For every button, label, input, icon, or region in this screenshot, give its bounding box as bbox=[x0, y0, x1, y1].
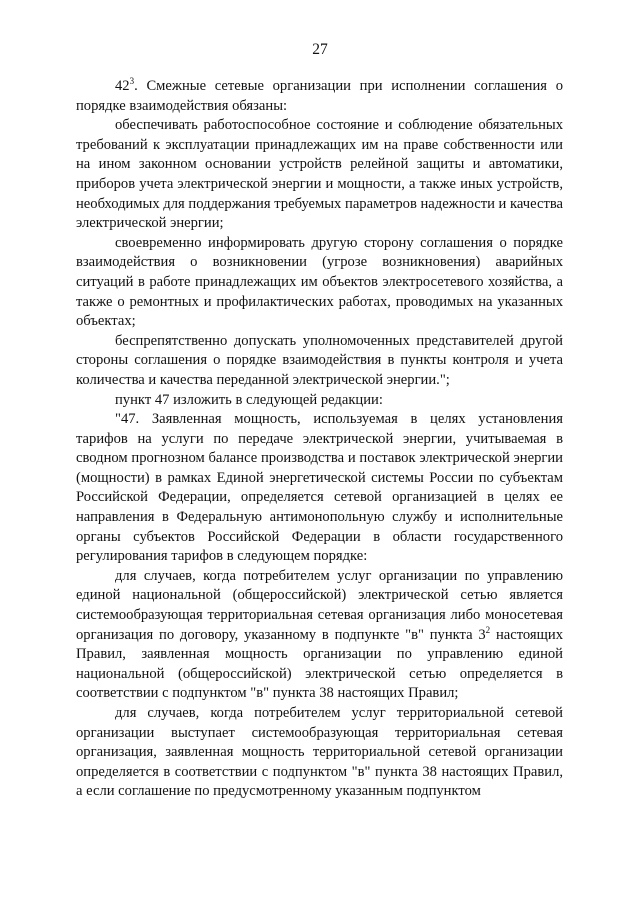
paragraph-inform-emergencies: своевременно информировать другую сторону соглашения о порядке взаимодействия о возникновении (угрозе возникновения) аварийных ситуаций в работе принадлежащих им объектов электросетевого хозяйства, а также о ремонтных и профилактических работах, проводимых на указанных объектах; bbox=[76, 234, 563, 330]
paragraph-text: настоящих Правил, заявленная мощность организации по управлению единой национальной (общероссийской) электрической сетью определяется в соответствии с подпунктом "в" пункта 38 настоящих Правил; bbox=[76, 626, 563, 702]
clause-number: 42 bbox=[115, 78, 130, 94]
paragraph-ensure-operability: обеспечивать работоспособное состояние и соблюдение обязательных требований к эксплуатации принадлежащих им на праве собственности или на ином законном основании устройств релейной защиты и автоматики, приборов учета электрической энергии и мощности, а также иных устройств, необходимых для поддержания требуемых параметров надежности и качества электрической энергии; bbox=[76, 117, 563, 232]
paragraph-admit-representatives: беспрепятственно допускать уполномоченных представителей другой стороны соглашения о порядке взаимодействия в пункты контроля и учета количества и качества переданной электрической энергии."; bbox=[76, 332, 563, 388]
paragraph-clause-42-3 bbox=[76, 77, 563, 116]
clause-superscript: 3 bbox=[129, 76, 135, 87]
page-number: 27 bbox=[312, 41, 328, 58]
paragraph-text: . Смежные сетевые организации при исполнении соглашения о порядке взаимодействия обязаны: bbox=[76, 78, 563, 114]
paragraph-amend-clause-47: пункт 47 изложить в следующей редакции: bbox=[115, 391, 383, 408]
paragraph-text: для случаев, когда потребителем услуг организации по управлению единой национальной (общероссийской) электрической сетью является системообразующая территориальная сетевая организация либо моносетевая организация по договору, указанному в подпункте "в" пункта 3 bbox=[76, 567, 563, 643]
paragraph-territorial-grid-case: для случаев, когда потребителем услуг территориальной сетевой организации выступает системообразующая территориальная сетевая организация, заявленная мощность территориальной сетевой организации определяется в соответствии с подпунктом "в" пункта 38 настоящих Правил, а если соглашение по предусмотренному указанным подпунктом bbox=[76, 705, 563, 800]
paragraph-clause-47: "47. Заявленная мощность, используемая в целях установления тарифов на услуги по передаче электрической энергии, учитываемая в сводном прогнозном балансе производства и поставок электрической энергии (мощности) в рамках Единой энергетической системы России по субъектам Российской Федерации, определяется сетевой организацией в целях ее направления в Федеральную антимонопольную службу и исполнительные органы субъектов Российской Федерации в области государственного регулирования тарифов в следующем порядке: bbox=[76, 411, 563, 565]
document-body bbox=[76, 77, 563, 802]
clause-superscript: 2 bbox=[485, 624, 491, 635]
paragraph-national-grid-case bbox=[76, 567, 563, 704]
